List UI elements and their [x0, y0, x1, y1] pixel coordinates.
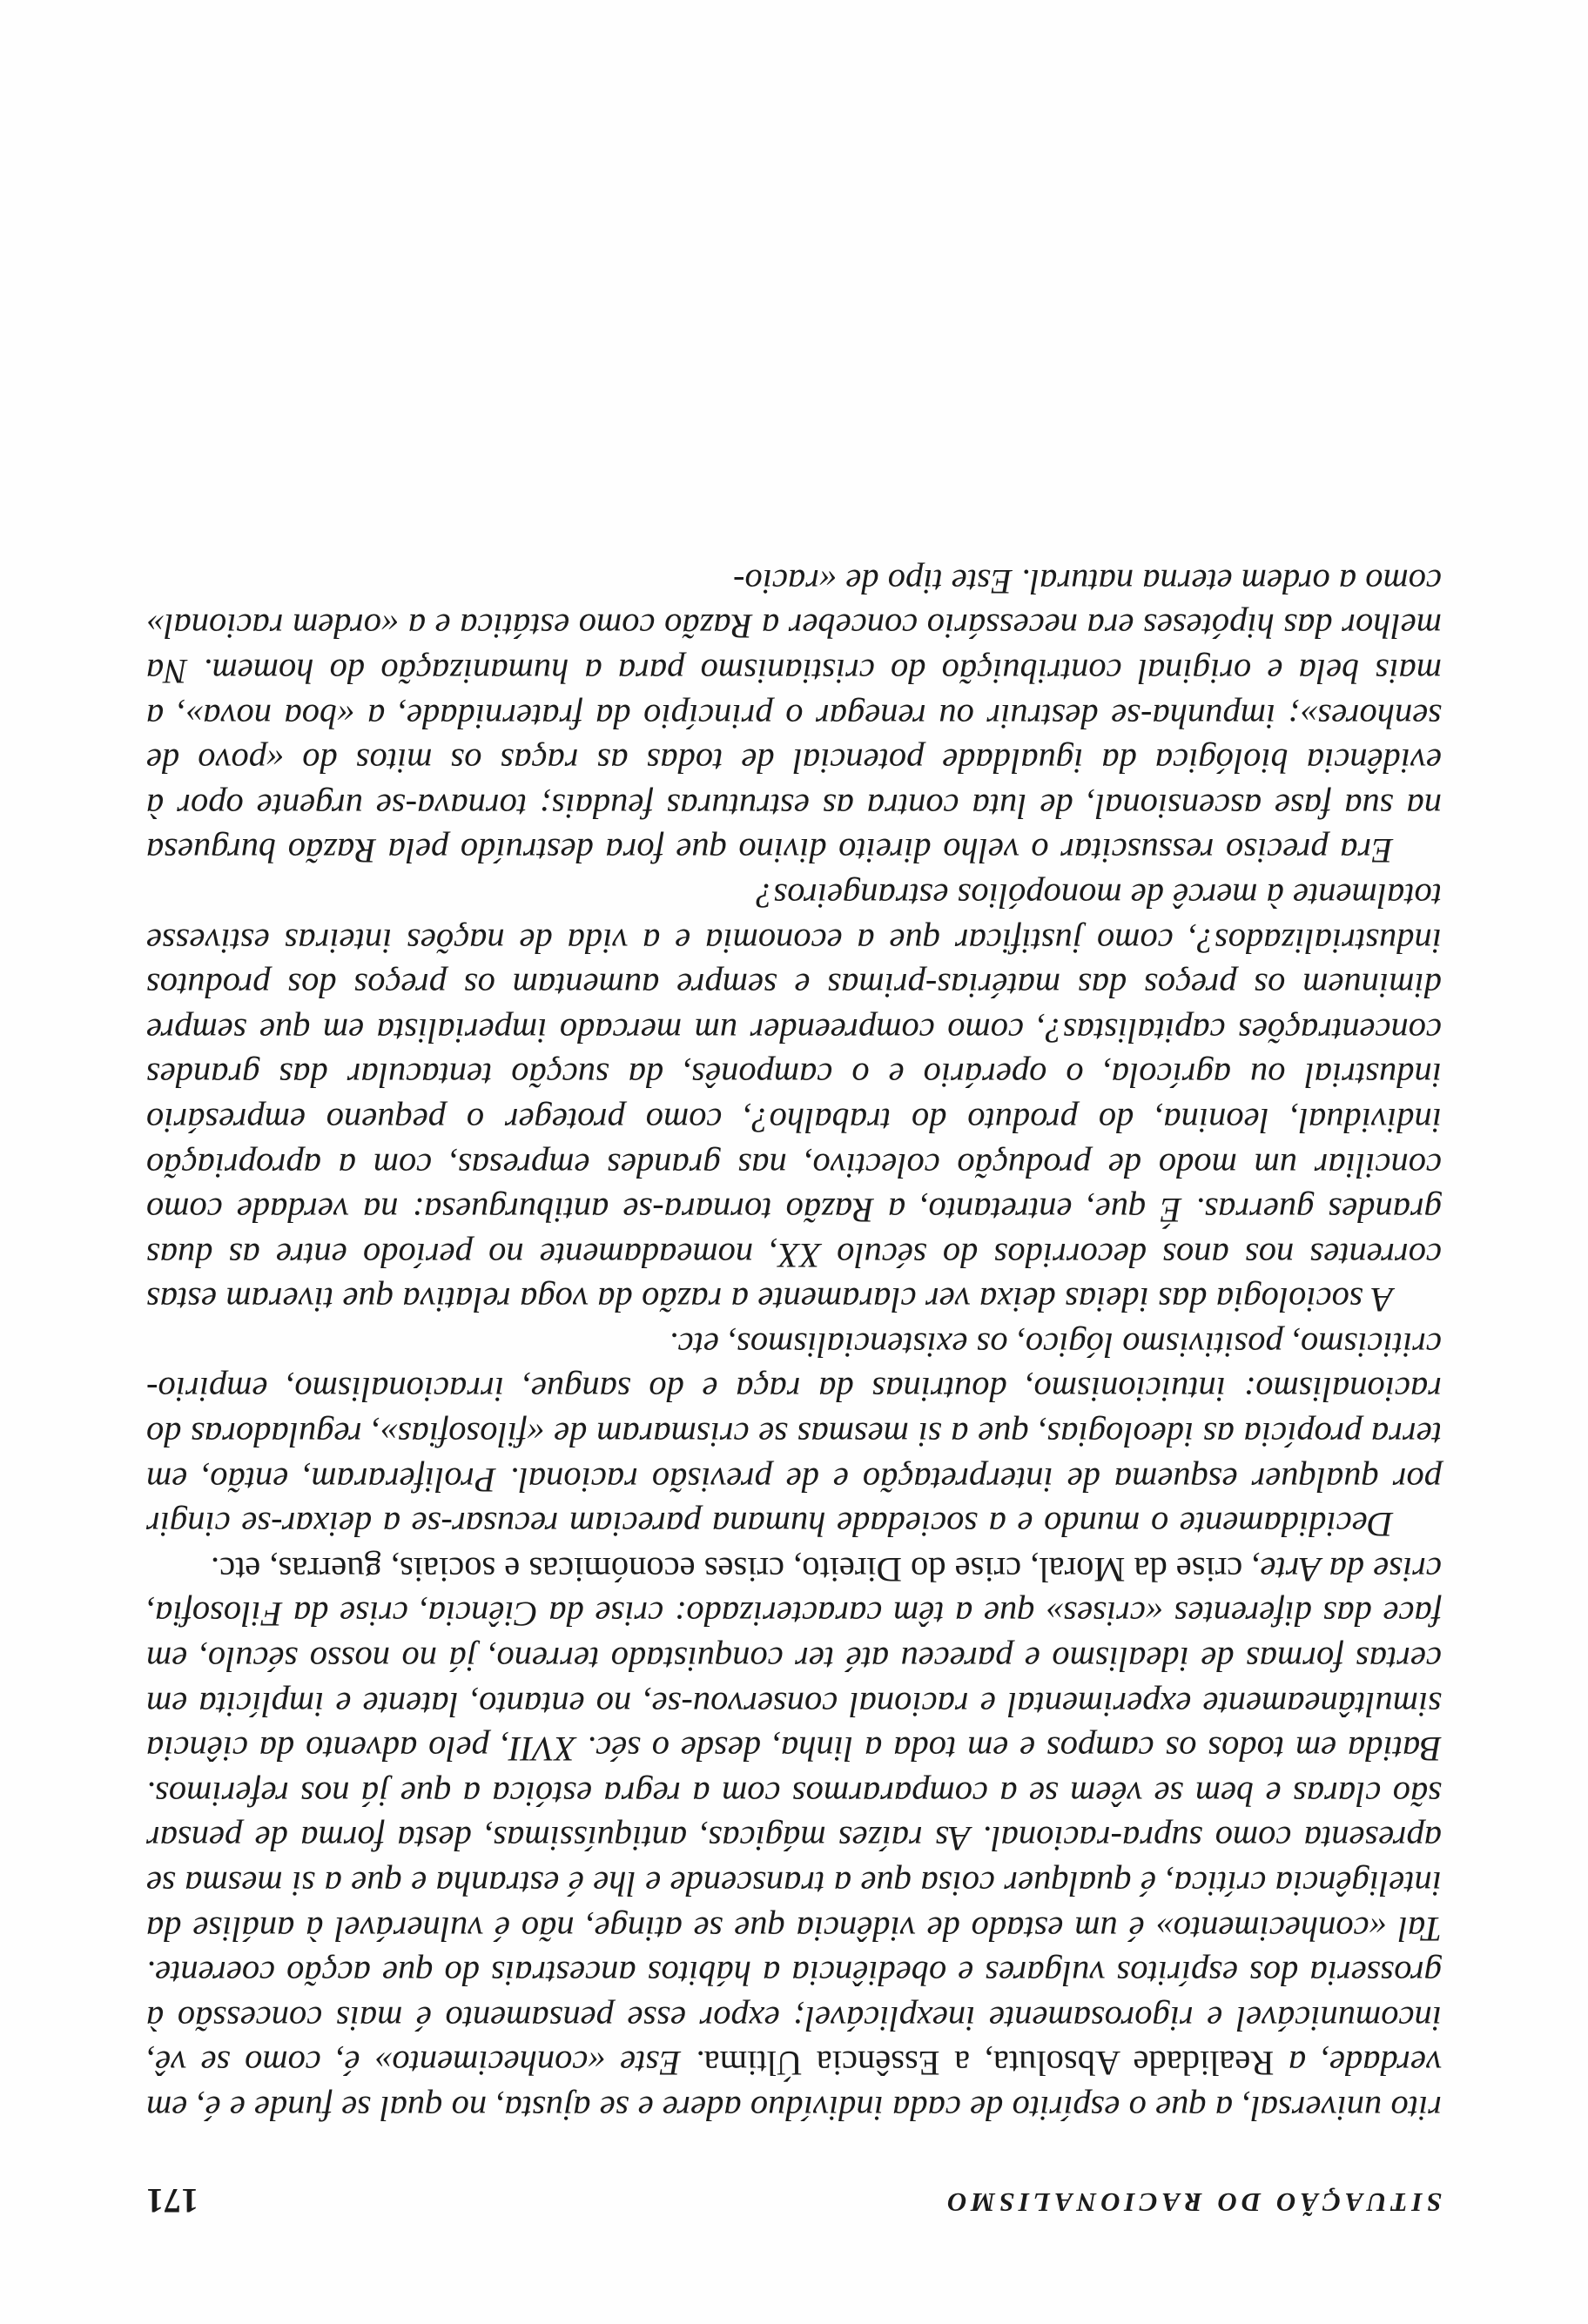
running-head: SITUAÇÃO DO RACIONALISMO: [942, 2187, 1442, 2218]
text-run: rito universal, a que o espírito de cada indivíduo adere e se ajusta, no qual se funde e é, em verdade, a: [146, 2044, 1442, 2128]
page-number: 171: [146, 2181, 198, 2220]
body-text: [146, 559, 1442, 2131]
text-run-roman: Realidade Absoluta, a Essência Última: [703, 2044, 1275, 2084]
page-header: [146, 2169, 1442, 2221]
text-run: Decididamente o mundo e a sociedade humana pareciam recusar-se a deixar-se cingir por qualquer esquema de interpretação e de previsão racional. Proliferaram, então, em terra propícia as ideologias, que a si mesmas se crismaram de «filosofias», reguladoras do racionalismo: intuicionismo, doutrinas da raça e do sangue, irracionalismo, empirio-criticismo, positivismo lógico, os existencialismos, etc.: [146, 1325, 1442, 1545]
text-run-roman: crise da Moral, crise do Direito, crises económicas e sociais, guerras, etc.: [210, 1549, 1243, 1589]
paragraph: [146, 873, 1442, 1322]
paragraph: [146, 559, 1442, 873]
text-run: . Este «conhecimento» é, como se vê, incomunicável e rigorosamente inexplicável; expor esse pensamento é mais concessão à grosseria dos espíritos vulgares e obediência a hábitos ancestrais do que acção coerente. Tal «conhecimento» é um estado de vidência que se atinge, não é vulnerável à análise da inteligência crítica, é qualquer coisa que a transcende e lhe é estranha e que a si mesma se apresenta como supra-racional. As raízes mágicas, antiquíssimas, desta forma de pensar são claras e bem se vêem se a compararmos com a regra estóica a que já nos referimos. Batida em todos os campos e em toda a linha, desde o séc. XVII, pelo advento da ciência simultâneamente experimental e racional conservou-se, no entanto, latente e implícita em certas formas de idealismo e pareceu até ter conquistado terreno, já no nosso século, em face das diferentes «crises» que a têm caracterizado: crise da Ciência, crise da Filosofia, crise da Arte,: [146, 1549, 1442, 2084]
paragraph-continuation: [146, 1547, 1442, 2131]
text-run: A sociologia das ideias deixa ver claramente a razão da voga relativa que tiveram estas correntes nos anos decorridos do século XX, nomeadamente no período entre as duas grandes guerras. É que, entretanto, a Razão tornara-se antiburguesa: na verdade como conciliar um modo de produção colectivo, nas grandes empresas, com a apropriação individual, leonina, do produto do trabalho?, como proteger o pequeno empresário industrial ou agrícola, o operário e o camponês, da sucção tentacular das grandes concentrações capitalistas?, como compreender um mercado imperialista em que sempre diminuem os preços das matérias-primas e sempre aumentam os preços dos produtos industrializados?, como justificar que a economia e a vida de nações inteiras estivesse totalmente à mercê de monopólios estrangeiros?: [146, 876, 1442, 1320]
paragraph: [146, 1322, 1442, 1547]
text-run: Era preciso ressuscitar o velho direito divino que fora destruído pela Razão burguesa na sua fase ascensional, de luta contra as estruturas feudais; tornava-se urgente opor à evidência biológica da igualdade potencial de todas as raças os mitos do «povo de senhores»; impunha-se destruir ou renegar o princípio da fraternidade, a «boa nova», a mais bela e original contribuição do cristianismo para a humanização do homem. Na melhor das hipóteses era necessário conceber a Razão como estática e a «ordem racional» como a ordem eterna natural. Este tipo de «racio-: [146, 561, 1442, 871]
